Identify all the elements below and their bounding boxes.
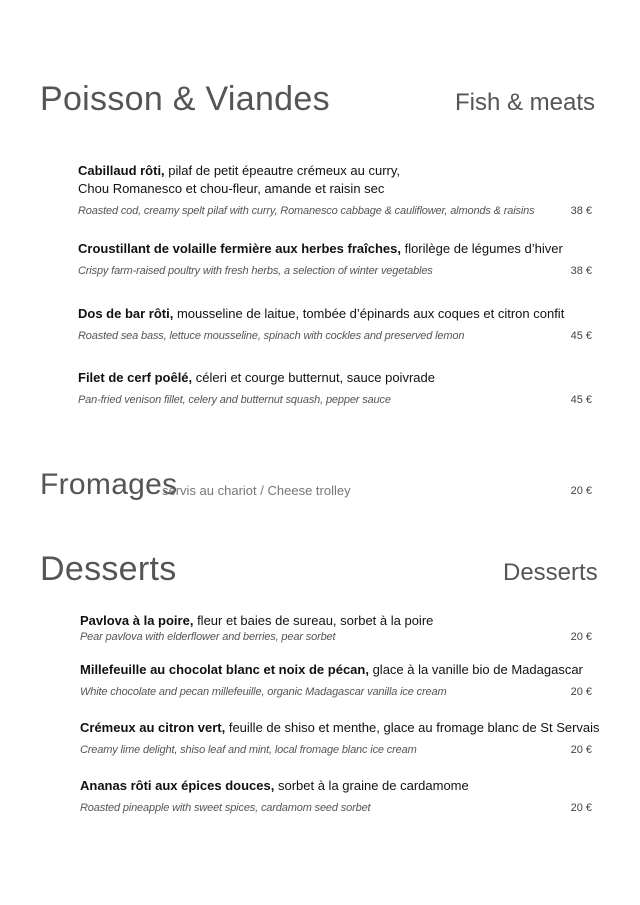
dish-desc-en: Roasted cod, creamy spelt pilaf with curry, Romanesco cabbage & cauliflower, almonds & raisins xyxy=(78,205,535,217)
dish-name-fr xyxy=(80,613,433,628)
dish-name: Cabillaud rôti, xyxy=(78,163,165,178)
dish-name-fr xyxy=(78,163,400,178)
dish-name: Pavlova à la poire, xyxy=(80,613,194,628)
dish-desc-en: Crispy farm-raised poultry with fresh herbs, a selection of winter vegetables xyxy=(78,265,433,277)
dish-price: 20 € xyxy=(570,631,592,643)
dish-desc: pilaf de petit épeautre crémeux au curry, xyxy=(164,163,400,178)
dish-name: Dos de bar rôti, xyxy=(78,306,174,321)
dish-desc: sorbet à la graine de cardamome xyxy=(274,778,469,793)
dish-desc: mousseline de laitue, tombée d’épinards aux coques et citron confit xyxy=(173,306,565,321)
dish-name-fr xyxy=(78,241,563,256)
dish-desc-en: Roasted sea bass, lettuce mousseline, spinach with cockles and preserved lemon xyxy=(78,330,465,342)
dish-price: 45 € xyxy=(570,330,592,342)
dish-desc-en: Pear pavlova with elderflower and berries, pear sorbet xyxy=(80,631,336,643)
dish-desc-en: Roasted pineapple with sweet spices, cardamom seed sorbet xyxy=(80,802,371,814)
dish-price: 45 € xyxy=(570,394,592,406)
dish-name: Filet de cerf poêlé, xyxy=(78,370,193,385)
dish-desc-en: White chocolate and pecan millefeuille, organic Madagascar vanilla ice cream xyxy=(80,686,447,698)
section-title-mains: Poisson & Viandes xyxy=(40,80,330,118)
dish-desc-en: Pan-fried venison fillet, celery and butternut squash, pepper sauce xyxy=(78,394,391,406)
dish-price: 20 € xyxy=(570,744,592,756)
dish-desc-en: Creamy lime delight, shiso leaf and mint, local fromage blanc ice cream xyxy=(80,744,417,756)
dish-price: 38 € xyxy=(570,205,592,217)
dish-desc: céleri et courge butternut, sauce poivrade xyxy=(192,370,435,385)
dish-name: Millefeuille au chocolat blanc et noix de pécan, xyxy=(80,662,369,677)
section-title-cheese: Fromages xyxy=(40,468,178,501)
dish-price: 38 € xyxy=(570,265,592,277)
dish-desc: feuille de shiso et menthe, glace au fromage blanc de St Servais xyxy=(225,720,600,735)
dish-name-fr xyxy=(80,662,583,677)
dish-price: 20 € xyxy=(570,802,592,814)
dish-name: Croustillant de volaille fermière aux herbes fraîches, xyxy=(78,241,401,256)
cheese-subtitle: servis au chariot / Cheese trolley xyxy=(162,483,351,498)
section-title-desserts: Desserts xyxy=(40,550,177,588)
dish-desc: glace à la vanille bio de Madagascar xyxy=(368,662,583,677)
section-title-desserts-en: Desserts xyxy=(503,559,598,586)
dish-desc: fleur et baies de sureau, sorbet à la poire xyxy=(193,613,434,628)
dish-desc-line2: Chou Romanesco et chou-fleur, amande et raisin sec xyxy=(78,181,385,196)
cheese-price: 20 € xyxy=(570,485,592,497)
section-title-mains-en: Fish & meats xyxy=(455,89,596,116)
dish-name-fr xyxy=(80,778,469,793)
dish-name-fr xyxy=(78,306,564,321)
dish-name: Crémeux au citron vert, xyxy=(80,720,226,735)
dish-desc: florilège de légumes d’hiver xyxy=(400,241,563,256)
dish-price: 20 € xyxy=(570,686,592,698)
dish-name-fr xyxy=(78,370,435,385)
dish-name: Ananas rôti aux épices douces, xyxy=(80,778,275,793)
dish-name-fr xyxy=(80,720,600,735)
